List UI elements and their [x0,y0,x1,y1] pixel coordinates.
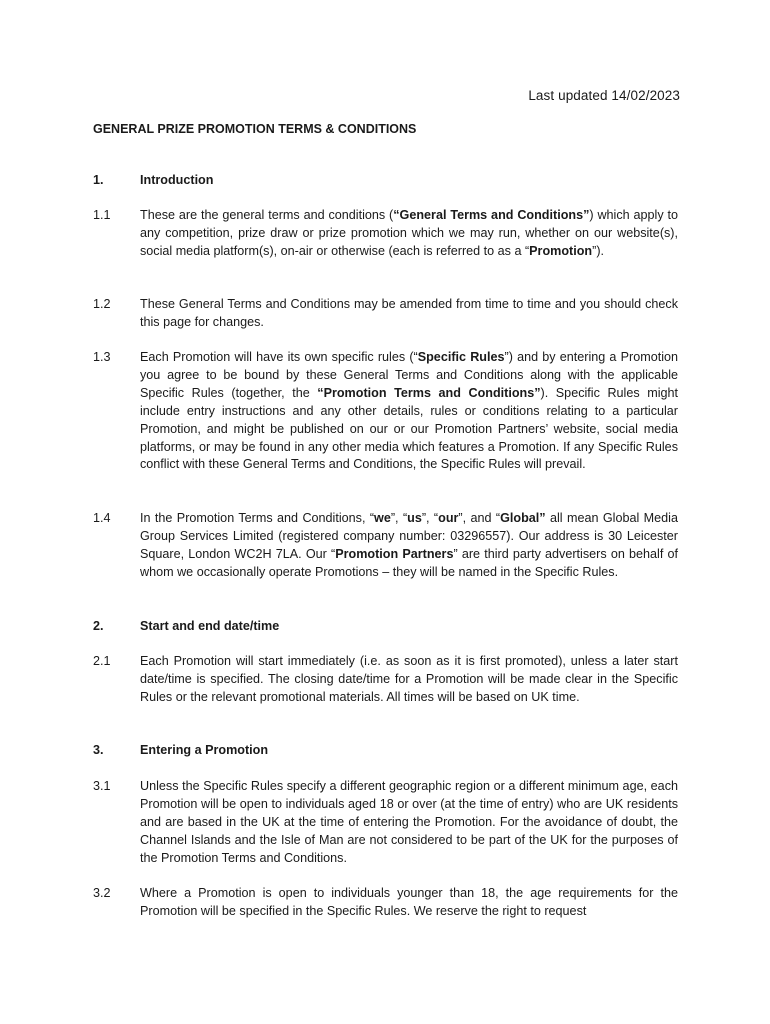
clause-2-1 [93,653,678,707]
defined-term: our [438,511,459,525]
clause-1-4 [93,510,678,582]
defined-term: “General Terms and Conditions” [393,208,590,222]
clause-number: 2.1 [93,654,111,668]
clause-1-1 [93,207,678,261]
clause-number: 3.2 [93,886,111,900]
clause-number: 1.2 [93,297,111,311]
clause-text: Unless the Specific Rules specify a different geographic region or a different minimum age, each Promotion will be open to individuals aged 18 or over (at the time of entry) who are UK residents and are based in the UK at the time of entering the Promotion. For the avoidance of doubt, the Channel Islands and the Isle of Man are not considered to be part of the UK for the purposes of the Promotion Terms and Conditions. [140,779,678,865]
last-updated-date: Last updated 14/02/2023 [528,88,680,103]
defined-term: Specific Rules [417,350,505,364]
text-run: ”, and “ [458,511,501,525]
text-run: ). Specific Rules might include entry instructions and any other details, rules or conditions relating to a particular Promotion, and might be published on our or our Promotion Partners’ website, social media platforms, or may be found in any other media which features a Promotion. If any Specific Rules conflict with these General Terms and Conditions, the Specific Rules will prevail. [140,385,679,472]
defined-term: Promotion [529,243,593,258]
section-heading-text: Start and end date/time [140,619,280,633]
clause-text: These General Terms and Conditions may be amended from time to time and you should check this page for changes. [140,297,678,329]
clause-text: Where a Promotion is open to individuals younger than 18, the age requirements for the Promotion will be specified in the Specific Rules. We reserve the right to request [140,886,678,918]
text-run: In the Promotion Terms and Conditions, “ [140,511,375,525]
defined-term: we [374,511,391,525]
text-run: ”, “ [390,511,408,525]
text-run: Each Promotion will have its own specific rules (“ [140,350,418,364]
section-number: 2. [93,619,104,633]
section-1-heading [93,172,678,190]
section-number: 3. [93,743,104,757]
defined-term: “Promotion Terms and Conditions” [317,385,541,400]
clause-1-2 [93,296,678,332]
document-title: GENERAL PRIZE PROMOTION TERMS & CONDITIONS [93,122,417,136]
clause-number: 3.1 [93,779,111,793]
section-3-heading [93,742,678,760]
clause-text [140,349,678,474]
section-2-heading [93,618,678,636]
text-run: These are the general terms and conditions ( [140,208,394,222]
clause-text: Each Promotion will start immediately (i.e. as soon as it is first promoted), unless a later start date/time is specified. The closing date/time for a Promotion will be made clear in the Specific Rules or the relevant promotional materials. All times will be based on UK time. [140,654,678,704]
clause-text [140,207,678,261]
defined-term: Promotion Partners [335,546,454,561]
text-run: ) which apply to any competition, prize draw or prize promotion which we may run, whether on our website(s), social media platform(s), on-air or otherwise (each is referred to as a “ [140,208,678,258]
clause-3-1 [93,778,678,868]
text-run: ” are third party advertisers on behalf of whom we occasionally operate Promotions – they will be named in the Specific Rules. [140,546,678,579]
section-heading-text: Introduction [140,173,214,187]
clause-number: 1.3 [93,350,111,364]
text-run: ”). [592,243,605,258]
defined-term: Global” [500,511,546,525]
section-heading-text: Entering a Promotion [140,743,269,757]
clause-3-2 [93,885,678,921]
clause-text [140,510,678,582]
clause-number: 1.1 [93,208,111,222]
text-run: ”) and by entering a Promotion you agree to be bound by these General Terms and Conditions along with the applicable Specific Rules (together, the [140,350,679,400]
section-number: 1. [93,173,104,187]
clause-1-3 [93,349,678,474]
clause-number: 1.4 [93,511,111,525]
defined-term: us [407,511,422,525]
text-run: ”, “ [421,511,439,525]
text-run: all mean Global Media Group Services Limited (registered company number: 03296557). Our address is 30 Leicester Square, London WC2H 7LA. Our “ [140,511,678,561]
